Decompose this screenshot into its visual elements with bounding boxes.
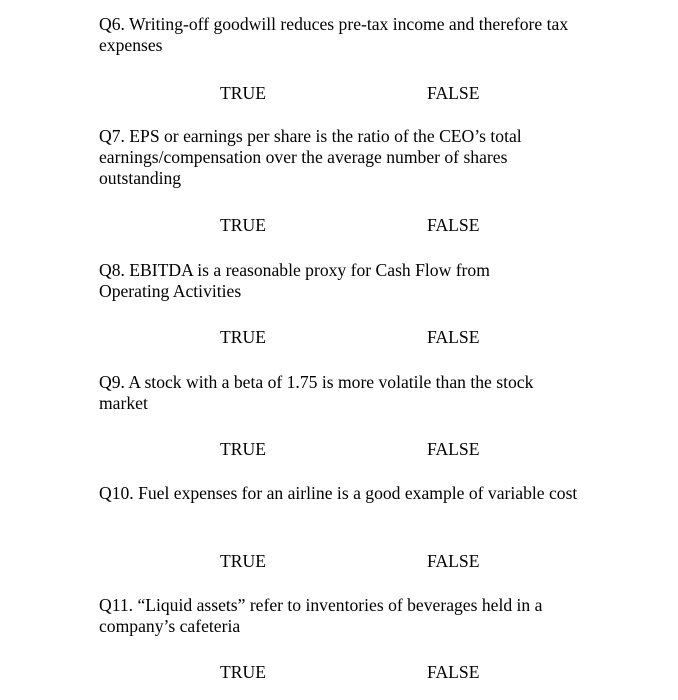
- true-option[interactable]: TRUE: [220, 215, 266, 235]
- question-q9: [99, 372, 599, 414]
- question-text: Q9. A stock with a beta of 1.75 is more volatile than the stock market: [99, 372, 534, 413]
- true-option[interactable]: TRUE: [220, 662, 266, 682]
- false-option[interactable]: FALSE: [427, 327, 480, 347]
- answer-options-q11: [99, 661, 599, 683]
- question-q8: [99, 260, 599, 302]
- false-option[interactable]: FALSE: [427, 439, 480, 459]
- answer-options-q8: [99, 326, 599, 348]
- true-option[interactable]: TRUE: [220, 327, 266, 347]
- question-q11: [99, 595, 599, 637]
- question-text: Q7. EPS or earnings per share is the ratio of the CEO’s total earnings/compensation over the average number of shares outstanding: [99, 126, 522, 188]
- question-text: Q8. EBITDA is a reasonable proxy for Cash Flow from Operating Activities: [99, 260, 490, 301]
- answer-options-q7: [99, 214, 599, 236]
- question-q6: [99, 14, 599, 56]
- false-option[interactable]: FALSE: [427, 551, 480, 571]
- answer-options-q9: [99, 438, 599, 460]
- question-q10: [99, 483, 599, 504]
- question-text: Q6. Writing-off goodwill reduces pre-tax income and therefore tax expenses: [99, 14, 569, 55]
- true-option[interactable]: TRUE: [220, 83, 266, 103]
- answer-options-q10: [99, 550, 599, 572]
- question-q7: [99, 126, 599, 189]
- false-option[interactable]: FALSE: [427, 215, 480, 235]
- false-option[interactable]: FALSE: [427, 662, 480, 682]
- true-option[interactable]: TRUE: [220, 439, 266, 459]
- question-text: Q10. Fuel expenses for an airline is a good example of variable cost: [99, 483, 578, 503]
- answer-options-q6: [99, 82, 599, 104]
- true-option[interactable]: TRUE: [220, 551, 266, 571]
- question-text: Q11. “Liquid assets” refer to inventories of beverages held in a company’s cafeteria: [99, 595, 543, 636]
- false-option[interactable]: FALSE: [427, 83, 480, 103]
